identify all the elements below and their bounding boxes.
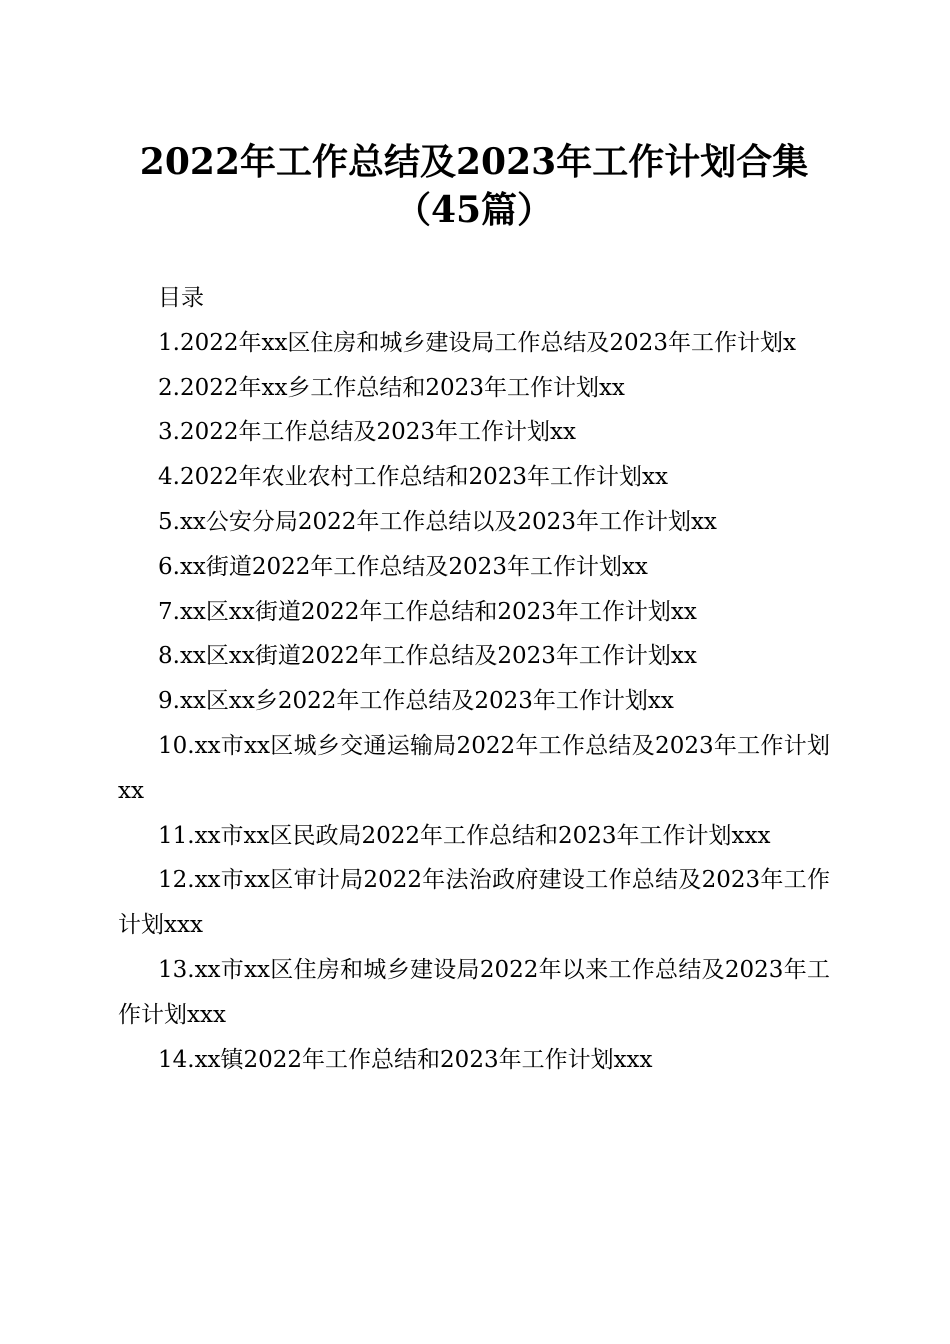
- document-title: 2022年工作总结及2023年工作计划合集（45篇）: [139, 141, 809, 231]
- table-of-contents: [118, 276, 830, 1082]
- toc-item: 11.xx市xx区民政局2022年工作总结和2023年工作计划xxx: [158, 822, 771, 849]
- toc-item: 8.xx区xx街道2022年工作总结及2023年工作计划xx: [158, 643, 697, 670]
- toc-item: 7.xx区xx街道2022年工作总结和2023年工作计划xx: [158, 598, 697, 625]
- toc-item: 10.xx市xx区城乡交通运输局2022年工作总结及2023年工作计划xx: [118, 732, 830, 804]
- toc-item: 6.xx街道2022年工作总结及2023年工作计划xx: [158, 553, 648, 580]
- toc-item: 12.xx市xx区审计局2022年法治政府建设工作总结及2023年工作计划xxx: [118, 867, 830, 939]
- toc-item: 1.2022年xx区住房和城乡建设局工作总结及2023年工作计划x: [158, 329, 796, 356]
- toc-item: 3.2022年工作总结及2023年工作计划xx: [158, 419, 576, 446]
- toc-item: 2.2022年xx乡工作总结和2023年工作计划xx: [158, 374, 625, 401]
- toc-item: 4.2022年农业农村工作总结和2023年工作计划xx: [158, 464, 668, 491]
- toc-item: 13.xx市xx区住房和城乡建设局2022年以来工作总结及2023年工作计划xxx: [118, 956, 830, 1028]
- toc-heading: 目录: [158, 285, 204, 311]
- toc-item: 5.xx公安分局2022年工作总结以及2023年工作计划xx: [158, 508, 717, 535]
- toc-item: 14.xx镇2022年工作总结和2023年工作计划xxx: [158, 1046, 653, 1073]
- toc-item: 9.xx区xx乡2022年工作总结及2023年工作计划xx: [158, 688, 674, 715]
